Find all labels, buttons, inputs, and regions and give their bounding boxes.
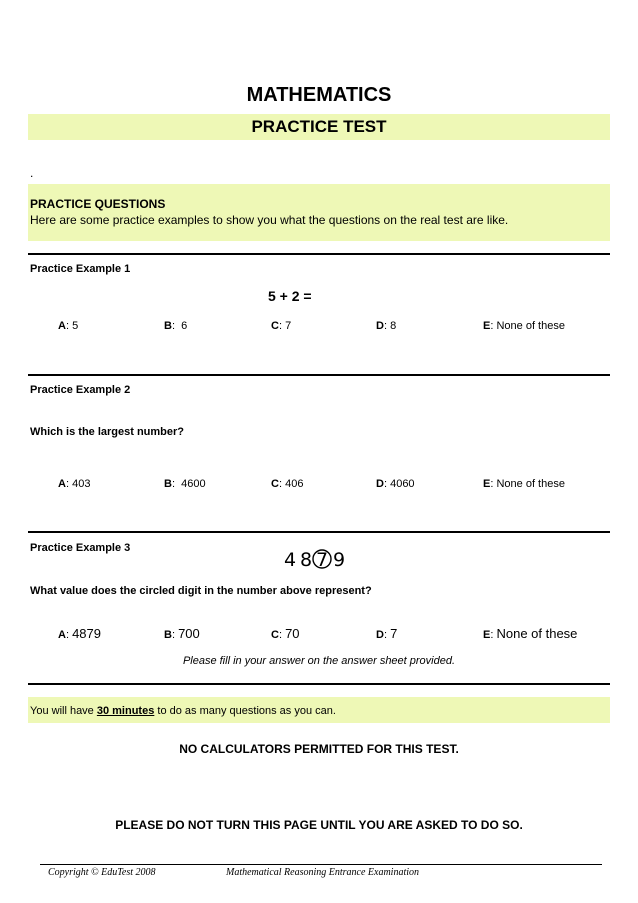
digit-1: 4 bbox=[284, 549, 297, 571]
example-1-option-c[interactable]: C: 7 bbox=[271, 320, 292, 332]
option-key: E bbox=[483, 320, 491, 332]
divider-2 bbox=[28, 374, 610, 376]
option-value: 403 bbox=[72, 478, 91, 490]
footer-copyright: Copyright © EduTest 2008 bbox=[48, 867, 156, 878]
option-value: None of these bbox=[496, 478, 565, 490]
time-suffix: to do as many questions as you can. bbox=[154, 705, 336, 717]
option-value: 406 bbox=[285, 478, 304, 490]
example-3-option-e[interactable]: E: None of these bbox=[483, 626, 578, 641]
example-2-option-e[interactable]: E: None of these bbox=[483, 478, 565, 490]
option-value: None of these bbox=[496, 626, 578, 641]
option-key: E bbox=[483, 478, 491, 490]
example-3-option-c[interactable]: C: 70 bbox=[271, 626, 300, 641]
option-value: 7 bbox=[390, 626, 398, 641]
example-3-heading: Practice Example 3 bbox=[30, 542, 131, 554]
option-value: 700 bbox=[178, 626, 200, 641]
circled-number-graphic bbox=[280, 547, 354, 571]
option-key: B bbox=[164, 320, 172, 332]
example-1-option-e[interactable]: E: None of these bbox=[483, 320, 565, 332]
divider-3 bbox=[28, 531, 610, 533]
dot-marker: . bbox=[30, 166, 34, 180]
option-value: None of these bbox=[496, 320, 565, 332]
option-key: E bbox=[483, 629, 491, 641]
option-value: 7 bbox=[285, 320, 292, 332]
page-title: MATHEMATICS bbox=[246, 84, 392, 106]
example-2-option-b[interactable]: B: 4600 bbox=[164, 478, 206, 490]
option-key: B bbox=[164, 478, 172, 490]
example-2-option-c[interactable]: C: 406 bbox=[271, 478, 304, 490]
option-value: 4879 bbox=[72, 626, 101, 641]
footer-rule bbox=[40, 864, 602, 865]
example-1-option-b[interactable]: B: 6 bbox=[164, 320, 188, 332]
example-1-option-a[interactable]: A: 5 bbox=[58, 320, 79, 332]
example-3-option-d[interactable]: D: 7 bbox=[376, 626, 398, 641]
example-2-question: Which is the largest number? bbox=[30, 426, 185, 438]
digit-3: 7 bbox=[316, 549, 329, 571]
footer-exam-name: Mathematical Reasoning Entrance Examination bbox=[226, 867, 420, 878]
time-duration: 30 minutes bbox=[96, 705, 155, 717]
option-value: 70 bbox=[285, 626, 300, 641]
example-3-option-a[interactable]: A: 4879 bbox=[58, 626, 101, 641]
option-key: A bbox=[58, 478, 66, 490]
divider-1 bbox=[28, 253, 610, 255]
example-2-option-a[interactable]: A: 403 bbox=[58, 478, 91, 490]
example-3-question: What value does the circled digit in the number above represent? bbox=[30, 585, 372, 597]
example-1-equation: 5 + 2 = bbox=[268, 288, 312, 304]
page-subtitle: PRACTICE TEST bbox=[251, 117, 387, 136]
example-2-heading: Practice Example 2 bbox=[30, 384, 131, 396]
practice-questions-heading: PRACTICE QUESTIONS bbox=[30, 197, 166, 211]
option-key: A bbox=[58, 320, 66, 332]
example-2-option-d[interactable]: D: 4060 bbox=[376, 478, 415, 490]
example-1-heading: Practice Example 1 bbox=[30, 263, 131, 275]
option-key: D bbox=[376, 629, 384, 641]
answer-sheet-note: Please fill in your answer on the answer sheet provided. bbox=[182, 655, 456, 667]
option-key: D bbox=[376, 320, 384, 332]
digit-4: 9 bbox=[333, 549, 346, 571]
option-key: D bbox=[376, 478, 384, 490]
option-key: B bbox=[164, 629, 172, 641]
time-notice bbox=[30, 705, 336, 717]
option-value: 8 bbox=[390, 320, 397, 332]
example-3-option-b[interactable]: B: 700 bbox=[164, 626, 200, 641]
option-value: 5 bbox=[72, 320, 79, 332]
option-value: 4060 bbox=[390, 478, 415, 490]
turn-page-notice: PLEASE DO NOT TURN THIS PAGE UNTIL YOU ARE ASKED TO DO SO. bbox=[115, 818, 523, 832]
option-value: 4600 bbox=[181, 478, 206, 490]
option-key: C bbox=[271, 629, 279, 641]
digit-2: 8 bbox=[300, 549, 313, 571]
option-value: 6 bbox=[181, 320, 188, 332]
time-prefix: You will have bbox=[30, 705, 97, 717]
option-key: C bbox=[271, 320, 279, 332]
practice-questions-text: Here are some practice examples to show you what the questions on the real test are like. bbox=[30, 213, 509, 227]
calculator-notice: NO CALCULATORS PERMITTED FOR THIS TEST. bbox=[179, 742, 459, 756]
option-key: A bbox=[58, 629, 66, 641]
example-1-option-d[interactable]: D: 8 bbox=[376, 320, 397, 332]
option-key: C bbox=[271, 478, 279, 490]
divider-4 bbox=[28, 683, 610, 685]
